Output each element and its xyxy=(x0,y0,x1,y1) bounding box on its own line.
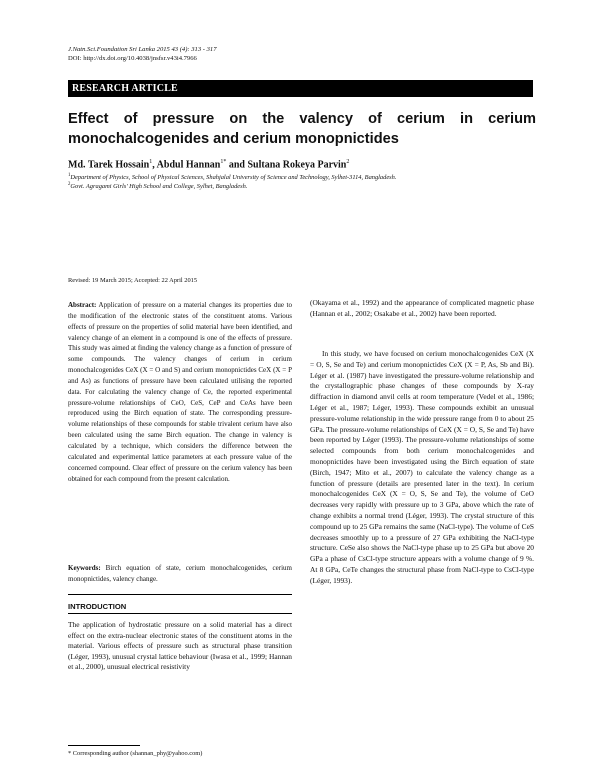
author-2-affil-mark: 1* xyxy=(220,159,227,165)
author-3-affil-mark: 2 xyxy=(346,159,350,165)
corresponding-author-footnote: * Corresponding author (shannan_phy@yahoo.com) xyxy=(68,750,203,757)
journal-citation: J.Natn.Sci.Foundation Sri Lanka 2015 43 (4): 313 - 317 xyxy=(68,46,217,53)
author-2: , Abdul Hannan xyxy=(152,159,221,171)
abstract-label: Abstract: xyxy=(68,301,97,309)
affiliation-1-mark: 1 xyxy=(68,173,71,178)
affiliation-2-mark: 2 xyxy=(68,182,71,187)
abstract xyxy=(68,300,292,484)
right-column-paragraph-2: In this study, we have focused on cerium monochalcogenides CeX (X = O, S, Se and Te) and cerium monopnictides CeX (X = P, As, Sb and Bi). Léger et al. (1987) have investigated the pressure-volume relationship and the crystallographic phase changes of these compounds by X-ray diffraction in diamond anvil cells at room temperature (Vedel et al., 1986; Léger et al., 1987; Léger, 1993). These compounds exhibit an unusual pressure-volume relationship in the wide pressure range from 0 to about 25 GPa. The pressure-volume relationships of CeX (X = O, S, Se and Te) have been reported by Léger (1993). The pressure-volume relationships of some selected compounds from both cerium monochalcogenides and monopnictides have been investigated using the Birch equation of state (Birch, 1947; Mito et al., 2007) to calculate the valency change as a function of pressure (details are presented later in the text). In cerium monochalcogenides CeX (X = O, S, Se and Te), the volume of CeO decreases very rapidly with pressure up to 3 GPa, above which the rate of change exhibits a normal trend (Léger, 1993). The crystal structure of this compound up to 25 GPa remains the same (NaCl-type). The volume of CeS decreases smoothly up to a pressure of 27 GPa exhibiting the NaCl-type structure. CeSe also shows the NaCl-type phase up to 25 GPa but above 20 GPa a phase of CsCl-type structure appears with a volume change of 9 %. At 8 GPa, CeTe changes the structural phase from NaCl-type to CsCl-type (Léger, 1993). xyxy=(310,349,534,585)
intro-bottom-rule xyxy=(68,613,292,614)
section-banner: RESEARCH ARTICLE xyxy=(68,80,533,97)
footnote-rule xyxy=(68,745,140,746)
keywords xyxy=(68,563,292,585)
intro-top-rule xyxy=(68,594,292,595)
intro-paragraph: The application of hydrostatic pressure on a solid material has a direct effect on the extra-nuclear electronic states of the constituent atoms in the material. Various effects of pressure such as structural phase transition (Léger, 1993), unusual crystal lattice behaviour (Iwasa et al., 1999; Hannan et al., 2000), unusual electrical resistivity xyxy=(68,620,292,672)
affiliation-2 xyxy=(68,180,536,191)
author-1: Md. Tarek Hossain xyxy=(68,159,150,171)
affiliation-1-text: Department of Physics, School of Physical Sciences, Shahjalal University of Science and Technology, Sylhet-3114, Bangladesh. xyxy=(70,174,397,182)
affiliation-2-text: Govt. Agragami Girls' High School and College, Sylhet, Bangladesh. xyxy=(70,183,248,191)
doi-link[interactable]: DOI: http://dx.doi.org/10.4038/jnsfsr.v43i4.7966 xyxy=(68,55,197,62)
keywords-label: Keywords: xyxy=(68,564,101,572)
author-3: and Sultana Rokeya Parvin xyxy=(226,159,347,171)
author-1-affil-mark: 1 xyxy=(149,159,153,165)
abstract-text: Application of pressure on a material changes its properties due to the modification of the electronic states of the constituent atoms. Various effects of pressure on the properties of solid material have been identified, and valency change of an element in a compound is one of the effects of pressure. This study was aimed at finding the valency change as a function of pressure of some compounds. The valency changes of cerium in cerium monochalcogenides CeX (X = O and S) and cerium monopnictides CeX (X = P and As) as functions of pressure have been calculated utilising the reported data. For calculating the valency change of Ce, the reported experimental pressure-volume relationships of CeO, CeS, CeP and CeAs have been reproduced using the Birch equation of state. The corresponding pressure-volume relationships of these compounds for stable trivalent cerium have also been calculated using the same Birch equation. The change in valency is calculated by a technique, which considers the difference between the calculated and experimental lattice parameters at each pressure value of the concerned compound. Clear effect of pressure on the cerium valency has been obtained for each compound from the present calculation. xyxy=(68,301,292,483)
intro-heading: INTRODUCTION xyxy=(68,602,127,611)
keywords-text: Birch equation of state, cerium monochalcogenides, cerium monopnictides, valency change. xyxy=(68,564,292,583)
revision-dates: Revised: 19 March 2015; Accepted: 22 April 2015 xyxy=(68,277,198,284)
article-title: Effect of pressure on the valency of cerium in cerium monochalcogenides and cerium monopnictides xyxy=(68,111,536,147)
right-column-paragraph-1: (Okayama et al., 1992) and the appearance of complicated magnetic phase (Hannan et al., 2002; Osakabe et al., 2002) have been reported. xyxy=(310,298,534,318)
author-list xyxy=(68,159,349,170)
